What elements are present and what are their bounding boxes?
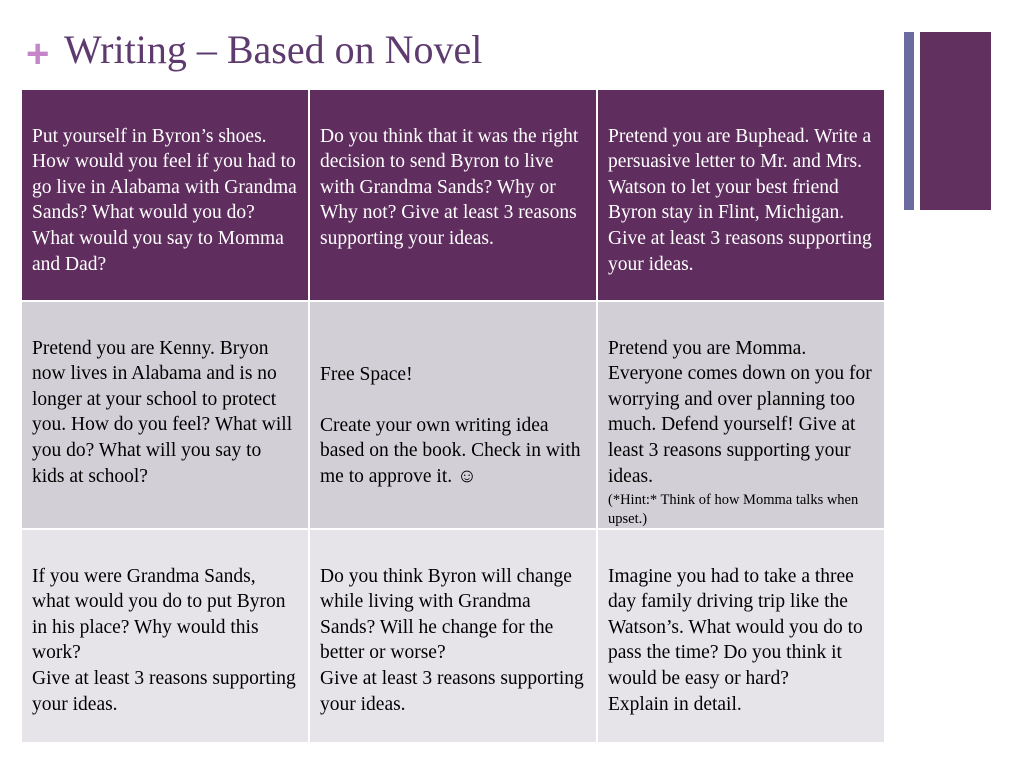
prompt-text: If you were Grandma Sands, what would you do to put Byron in his place? Why would this work? Give at least 3 reasons supporting your ideas. [32,565,296,715]
prompt-hint: (*Hint:* Think of how Momma talks when upset.) [608,492,859,528]
prompt-cell-kenny [22,302,308,528]
prompt-cell-byron-change [310,530,596,742]
accent-bar-thick [920,32,991,210]
prompt-text: Pretend you are Momma. Everyone comes down on you for worrying and over planning too much. Defend yourself! Give at least 3 reasons supporting your ideas. [608,337,872,487]
prompt-cell-right-decision [310,90,596,300]
prompt-cell-buphead-letter [598,90,884,300]
prompt-text: Do you think that it was the right decision to send Byron to live with Grandma Sands? Why or Why not? Give at least 3 reasons supporting your ideas. [320,125,579,249]
plus-icon: + [26,32,50,76]
prompt-cell-driving-trip [598,530,884,742]
writing-prompts-table [22,90,884,742]
prompt-cell-momma [598,302,884,528]
prompt-text: Imagine you had to take a three day family driving trip like the Watson’s. What would you do to pass the time? Do you think it would be easy or hard? Explain in detail. [608,565,863,715]
prompt-text: Pretend you are Kenny. Bryon now lives in Alabama and is no longer at your school to protect you. How do you feel? What will you do? What will you say to kids at school? [32,337,293,487]
slide-title: Writing – Based on Novel [64,27,483,72]
prompt-cell-grandma-sands [22,530,308,742]
prompt-text: Put yourself in Byron’s shoes. How would you feel if you had to go live in Alabama with Grandma Sands? What would you do? What would you say to Momma and Dad? [32,125,297,275]
prompt-text: Pretend you are Buphead. Write a persuasive letter to Mr. and Mrs. Watson to let your best friend Byron stay in Flint, Michigan. Give at least 3 reasons supporting your ideas. [608,125,872,275]
prompt-text: Free Space! Create your own writing idea based on the book. Check in with me to approve it. ☺ [320,363,581,487]
accent-bar-thin [904,32,914,210]
prompt-cell-free-space [310,302,596,528]
prompt-text: Do you think Byron will change while living with Grandma Sands? Will he change for the better or worse? Give at least 3 reasons supporting your ideas. [320,565,584,715]
prompt-cell-byrons-shoes [22,90,308,300]
